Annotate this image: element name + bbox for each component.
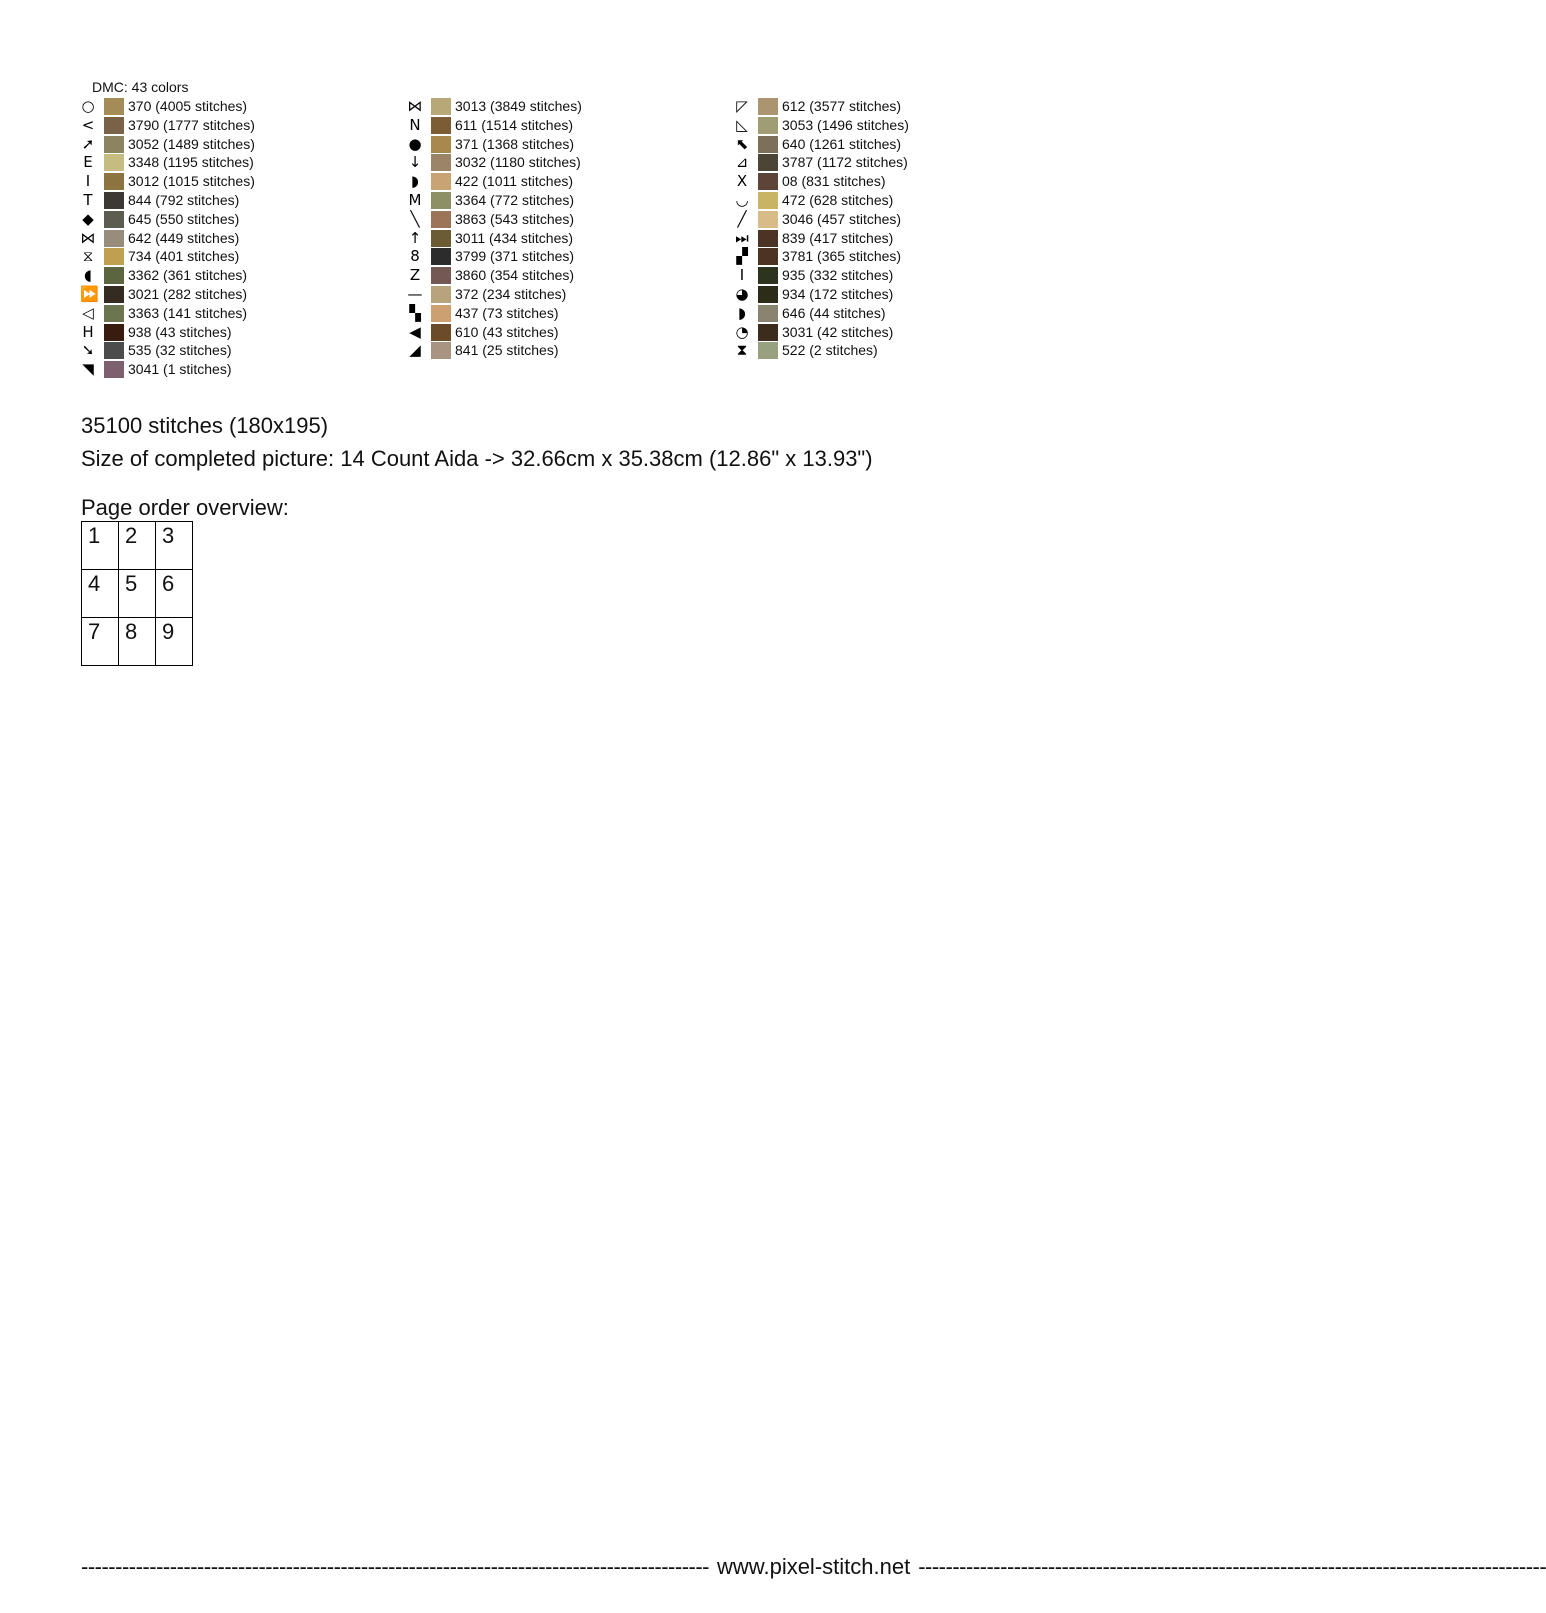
legend-entry	[407, 153, 727, 172]
letter-i-icon: I	[85, 172, 91, 191]
pie-quarter-icon: ◔	[735, 322, 749, 341]
legend-label: 522 (2 stitches)	[782, 342, 878, 359]
hook-shape-icon: ◗	[411, 172, 419, 191]
legend-column-3	[734, 97, 1054, 360]
triangle-bottom-left-outline-icon: ◺	[736, 115, 748, 134]
color-swatch	[431, 342, 451, 359]
legend-label: 612 (3577 stitches)	[782, 98, 902, 114]
legend-entry	[407, 323, 727, 342]
picture-size: Size of completed picture: 14 Count Aida -> 32.66cm x 35.38cm (12.86" x 13.93")	[81, 446, 873, 471]
checker-icon: ▚	[409, 303, 421, 322]
legend-entry	[407, 285, 727, 304]
legend-entry	[734, 172, 1054, 191]
legend-label: 610 (43 stitches)	[455, 323, 559, 340]
double-arrow-right-icon: ⏩	[80, 284, 99, 303]
legend-label: 3863 (543 stitches)	[455, 210, 575, 227]
color-swatch	[431, 154, 451, 171]
vertical-bar-icon: I	[739, 266, 745, 285]
color-swatch	[104, 211, 124, 228]
legend-label: 371 (1368 stitches)	[455, 135, 575, 152]
page-order-grid	[81, 521, 193, 666]
circle-outline-icon: ○	[81, 97, 95, 115]
legend-label: 640 (1261 stitches)	[782, 135, 902, 152]
letter-e-icon: E	[83, 153, 93, 172]
legend-label: 437 (73 stitches)	[455, 304, 559, 321]
legend-entry	[80, 285, 400, 304]
slash-icon: ╱	[737, 209, 747, 228]
color-swatch	[758, 117, 778, 134]
page-cell: 2	[119, 522, 156, 570]
color-swatch	[758, 230, 778, 247]
color-swatch	[104, 230, 124, 247]
color-swatch	[104, 173, 124, 190]
footer-dashes-right: --------------------------------------------------------------------------------------------	[918, 1554, 1546, 1579]
color-swatch	[104, 117, 124, 134]
color-swatch	[758, 324, 778, 341]
legend-label: 3032 (1180 stitches)	[455, 154, 581, 171]
legend-label: 938 (43 stitches)	[128, 323, 232, 340]
legend-entry	[407, 341, 727, 360]
color-swatch	[431, 324, 451, 341]
legend-entry	[734, 153, 1054, 172]
triangle-top-left-outline-icon: ◸	[736, 97, 748, 115]
color-swatch	[758, 286, 778, 303]
legend-entry	[407, 304, 727, 323]
legend-label: 3011 (434 stitches)	[455, 229, 574, 246]
dash-icon: —	[407, 284, 423, 303]
legend-label: 472 (628 stitches)	[782, 191, 894, 208]
grid-row	[82, 522, 193, 570]
legend-entry	[407, 172, 727, 191]
arrow-down-icon: ↓	[408, 153, 422, 172]
diamond-icon: ◆	[82, 209, 94, 228]
legend-label: 370 (4005 stitches)	[128, 98, 248, 114]
color-swatch	[758, 342, 778, 359]
pie-three-quarter-icon: ◕	[735, 284, 749, 303]
color-swatch	[431, 117, 451, 134]
color-swatch	[104, 154, 124, 171]
arrow-up-left-icon: ⬉	[735, 134, 749, 153]
legend-column-2	[407, 97, 727, 360]
legend-entry	[734, 266, 1054, 285]
page-cell: 1	[82, 522, 119, 570]
legend-label: 934 (172 stitches)	[782, 285, 894, 302]
checker-alt-icon: ▞	[736, 247, 748, 266]
color-swatch	[431, 248, 451, 265]
color-swatch	[431, 98, 451, 115]
triangle-bottom-right-icon: ◢	[409, 341, 421, 360]
legend-label: 422 (1011 stitches)	[455, 173, 574, 190]
page-cell: 3	[156, 522, 193, 570]
legend-entry	[80, 172, 400, 191]
page-cell: 8	[119, 618, 156, 666]
page-cell: 4	[82, 570, 119, 618]
legend-entry	[734, 135, 1054, 154]
color-swatch	[104, 192, 124, 209]
footer	[81, 1552, 1546, 1582]
arrow-down-right-icon: ➘	[81, 341, 95, 360]
legend-entry	[80, 116, 400, 135]
page-cell: 6	[156, 570, 193, 618]
grid-row	[82, 618, 193, 666]
legend-entry	[407, 116, 727, 135]
color-swatch	[431, 230, 451, 247]
legend-entry	[80, 191, 400, 210]
legend-entry	[734, 97, 1054, 116]
color-swatch	[431, 286, 451, 303]
bowtie-icon: ⋈	[80, 228, 96, 247]
color-swatch	[104, 305, 124, 322]
color-swatch	[104, 267, 124, 284]
color-swatch	[104, 248, 124, 265]
legend-entry	[407, 191, 727, 210]
color-swatch	[104, 136, 124, 153]
color-swatch	[758, 305, 778, 322]
legend-entry	[407, 247, 727, 266]
letter-x-icon: X	[736, 172, 748, 191]
legend-entry	[80, 266, 400, 285]
legend-entry	[734, 191, 1054, 210]
color-swatch	[758, 267, 778, 284]
digit-eight-icon: 8	[410, 247, 420, 266]
legend-label: 844 (792 stitches)	[128, 191, 240, 208]
letter-z-icon: Z	[409, 266, 421, 285]
legend-label: 3364 (772 stitches)	[455, 191, 575, 208]
legend-label: 3053 (1496 stitches)	[782, 116, 909, 133]
legend-entry	[80, 247, 400, 266]
half-circle-bottom-icon: ◡	[735, 190, 749, 209]
legend-label: 3013 (3849 stitches)	[455, 98, 582, 114]
legend-entry	[734, 116, 1054, 135]
letter-t-icon: T	[83, 190, 93, 209]
less-than-icon: <	[81, 115, 95, 134]
backslash-icon: ╲	[410, 209, 420, 228]
legend-entry	[734, 229, 1054, 248]
legend-label: 642 (449 stitches)	[128, 229, 240, 246]
legend-label: 734 (401 stitches)	[128, 248, 240, 265]
color-swatch	[104, 324, 124, 341]
skip-forward-icon: ⏭	[735, 228, 749, 247]
legend-entry	[407, 135, 727, 154]
legend-title: DMC: 43 colors	[92, 79, 189, 95]
legend-label: 839 (417 stitches)	[782, 229, 894, 246]
letter-h-icon: H	[82, 322, 94, 341]
legend-label: 3790 (1777 stitches)	[128, 116, 255, 133]
legend-entry	[80, 153, 400, 172]
color-swatch	[758, 173, 778, 190]
legend-label: 535 (32 stitches)	[128, 342, 232, 359]
legend-entry	[734, 247, 1054, 266]
page-cell: 5	[119, 570, 156, 618]
legend-entry	[80, 97, 400, 116]
page-order-title: Page order overview:	[81, 495, 289, 520]
legend-entry	[734, 285, 1054, 304]
color-swatch	[758, 192, 778, 209]
color-swatch	[758, 98, 778, 115]
stitch-count: 35100 stitches (180x195)	[81, 413, 329, 438]
hourglass-icon: ⧖	[82, 247, 94, 266]
legend-label: 3363 (141 stitches)	[128, 304, 248, 321]
page-cell: 7	[82, 618, 119, 666]
right-triangle-icon: ⊿	[735, 153, 749, 172]
color-swatch	[431, 192, 451, 209]
letter-n-icon: N	[409, 115, 421, 134]
legend-entry	[80, 323, 400, 342]
color-legend	[80, 78, 1080, 378]
arrow-up-icon: ↑	[408, 228, 422, 247]
legend-entry	[407, 229, 727, 248]
legend-entry	[407, 97, 727, 116]
legend-entry	[80, 135, 400, 154]
color-swatch	[104, 286, 124, 303]
color-swatch	[431, 305, 451, 322]
color-swatch	[758, 248, 778, 265]
legend-label: 3787 (1172 stitches)	[782, 154, 908, 171]
half-circle-left-icon: ◖	[84, 266, 92, 285]
color-swatch	[431, 136, 451, 153]
hourglass-filled-icon: ⧗	[736, 341, 748, 360]
page-cell: 9	[156, 618, 193, 666]
color-swatch	[431, 211, 451, 228]
triangle-left-outline-icon: ◁	[82, 303, 94, 322]
color-swatch	[431, 267, 451, 284]
triangle-corner-icon: ◥	[82, 360, 94, 379]
letter-m-icon: M	[408, 190, 422, 209]
color-swatch	[758, 211, 778, 228]
legend-entry	[734, 304, 1054, 323]
legend-label: 3012 (1015 stitches)	[128, 173, 255, 190]
legend-label: 08 (831 stitches)	[782, 173, 886, 190]
legend-label: 3781 (365 stitches)	[782, 248, 902, 265]
color-swatch	[104, 361, 124, 378]
legend-entry	[407, 210, 727, 229]
bowtie-filled-icon: ⋈	[407, 97, 423, 115]
legend-label: 3046 (457 stitches)	[782, 210, 902, 227]
filled-circle-icon: ●	[408, 134, 422, 153]
grid-row	[82, 570, 193, 618]
color-swatch	[758, 154, 778, 171]
legend-label: 611 (1514 stitches)	[455, 116, 574, 133]
color-swatch	[104, 342, 124, 359]
legend-label: 3021 (282 stitches)	[128, 285, 248, 302]
legend-label: 3799 (371 stitches)	[455, 248, 575, 265]
legend-label: 3362 (361 stitches)	[128, 267, 248, 284]
footer-dashes-left: --------------------------------------------------------------------------------------------	[81, 1554, 710, 1579]
arrow-up-right-icon: ➚	[81, 134, 95, 153]
legend-label: 3041 (1 stitches)	[128, 361, 232, 378]
color-swatch	[758, 136, 778, 153]
color-swatch	[104, 98, 124, 115]
legend-label: 645 (550 stitches)	[128, 210, 240, 227]
legend-entry	[80, 341, 400, 360]
legend-label: 841 (25 stitches)	[455, 342, 559, 359]
legend-label: 3052 (1489 stitches)	[128, 135, 255, 152]
legend-column-1	[80, 97, 400, 379]
legend-label: 935 (332 stitches)	[782, 267, 894, 284]
legend-label: 3860 (354 stitches)	[455, 267, 575, 284]
color-swatch	[431, 173, 451, 190]
legend-entry	[734, 341, 1054, 360]
legend-label: 646 (44 stitches)	[782, 304, 886, 321]
legend-entry	[80, 304, 400, 323]
legend-label: 3031 (42 stitches)	[782, 323, 894, 340]
skip-back-icon: ◀	[409, 322, 421, 341]
legend-entry	[80, 210, 400, 229]
legend-entry	[80, 360, 400, 379]
legend-entry	[734, 323, 1054, 342]
legend-label: 3348 (1195 stitches)	[128, 154, 254, 171]
legend-label: 372 (234 stitches)	[455, 285, 567, 302]
legend-entry	[407, 266, 727, 285]
legend-entry	[80, 229, 400, 248]
half-circle-right-icon: ◗	[738, 303, 746, 322]
footer-url[interactable]: www.pixel-stitch.net	[717, 1554, 911, 1579]
legend-entry	[734, 210, 1054, 229]
